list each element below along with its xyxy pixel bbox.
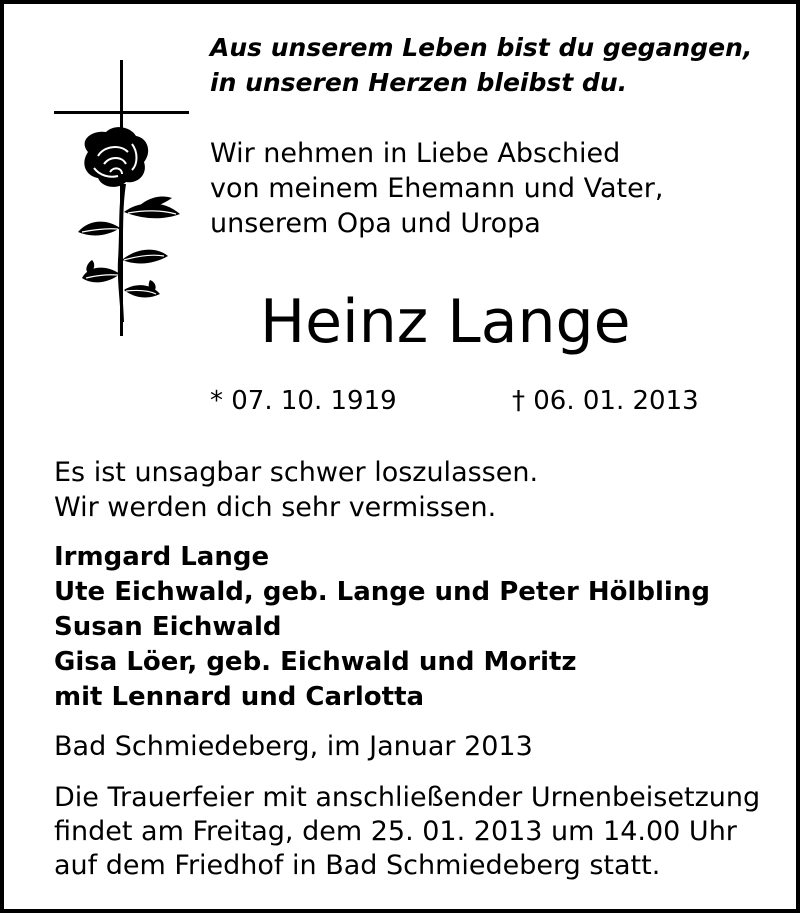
mourner-entry: Irmgard Lange <box>54 542 270 572</box>
mourner-entry: Susan Eichwald <box>54 612 282 642</box>
cross-with-rose-icon <box>48 60 198 340</box>
mourner-entry: mit Lennard und Carlotta <box>54 682 425 712</box>
death-date: † 06. 01. 2013 <box>512 386 699 416</box>
motto-line: in unseren Herzen bleibst du. <box>210 68 628 97</box>
service-line: Die Trauerfeier mit anschließender Urnenbeisetzung <box>54 782 761 813</box>
sorrow-text <box>54 455 754 525</box>
motto-line: Aus unserem Leben bist du gegangen, <box>210 33 753 62</box>
service-line: auf dem Friedhof in Bad Schmiedeberg statt. <box>54 850 661 881</box>
service-line: findet am Freitag, dem 25. 01. 2013 um 14.00 Uhr <box>54 816 737 847</box>
place-and-date: Bad Schmiedeberg, im Januar 2013 <box>54 731 533 762</box>
intro-line: unserem Opa und Uropa <box>210 208 541 239</box>
mourner-entry: Ute Eichwald, geb. Lange und Peter Hölbling <box>54 577 710 607</box>
mourners-list <box>54 540 774 715</box>
intro-line: von meinem Ehemann und Vater, <box>210 173 664 204</box>
intro-line: Wir nehmen in Liebe Abschied <box>210 138 621 169</box>
deceased-name: Heinz Lange <box>260 287 631 357</box>
motto <box>210 30 770 100</box>
sorrow-line: Wir werden dich sehr vermissen. <box>54 492 497 523</box>
birth-date: * 07. 10. 1919 <box>210 386 397 416</box>
cross-rose-graphic <box>48 60 198 340</box>
funeral-service-info <box>54 781 784 883</box>
intro-text <box>210 136 770 241</box>
sorrow-line: Es ist unsagbar schwer loszulassen. <box>54 457 539 488</box>
mourner-entry: Gisa Löer, geb. Eichwald und Moritz <box>54 647 577 677</box>
